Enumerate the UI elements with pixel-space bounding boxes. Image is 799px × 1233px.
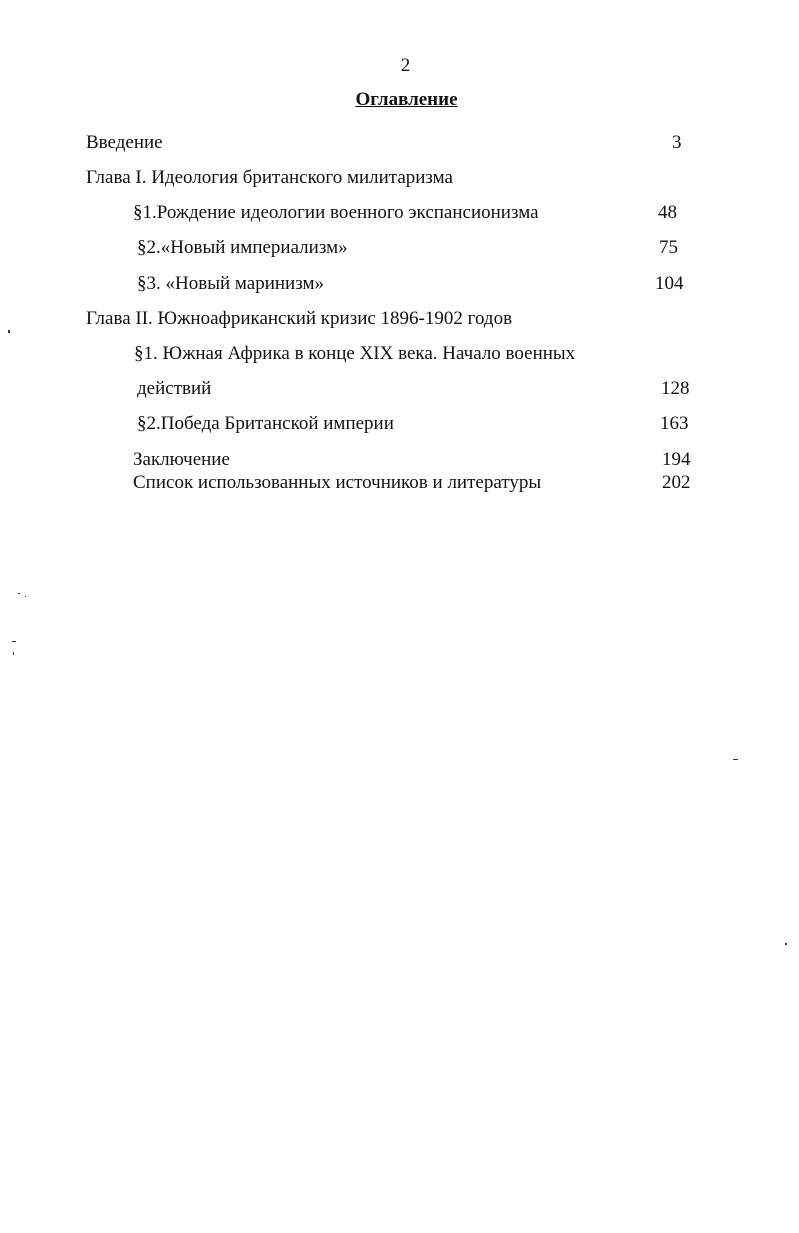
toc-entry-chapter-1: Глава I. Идеология британского милитаризма xyxy=(86,167,453,188)
toc-entry-section-1-1: §1.Рождение идеологии военного экспансионизма xyxy=(133,202,539,223)
toc-entry-chapter-2: Глава II. Южноафриканский кризис 1896-1902 годов xyxy=(86,308,513,329)
toc-entry-conclusion: Заключение xyxy=(133,449,230,470)
toc-entry-section-2-1-cont: действий xyxy=(137,378,212,399)
toc-entry-section-1-3: §3. «Новый маринизм» xyxy=(137,273,324,294)
toc-page-section-1-1: 48 xyxy=(658,202,677,223)
toc-page-section-2-2: 163 xyxy=(660,413,689,434)
toc-entry-section-1-2: §2.«Новый империализм» xyxy=(137,237,348,258)
toc-entry-bibliography: Список использованных источников и литературы xyxy=(133,472,542,493)
scan-speck xyxy=(25,596,26,597)
toc-page-section-1-3: 104 xyxy=(655,273,684,294)
toc-page-section-1-2: 75 xyxy=(659,237,678,258)
toc-entry-section-2-2: §2.Победа Британской империи xyxy=(137,413,394,434)
scan-speck xyxy=(785,943,787,945)
scan-speck xyxy=(13,652,14,655)
scan-speck xyxy=(733,759,738,760)
toc-page-bibliography: 202 xyxy=(662,472,691,493)
toc-entry-section-2-1: §1. Южная Африка в конце XIX века. Начало военных xyxy=(134,343,576,364)
scan-speck xyxy=(12,641,16,642)
toc-page-conclusion: 194 xyxy=(662,449,691,470)
toc-page-introduction: 3 xyxy=(672,132,682,153)
scan-speck xyxy=(18,593,20,594)
toc-title: Оглавление xyxy=(355,89,458,110)
page-number: 2 xyxy=(400,55,411,76)
toc-entry-introduction: Введение xyxy=(86,132,163,153)
scan-speck xyxy=(8,330,10,333)
toc-page-section-2-1: 128 xyxy=(661,378,690,399)
